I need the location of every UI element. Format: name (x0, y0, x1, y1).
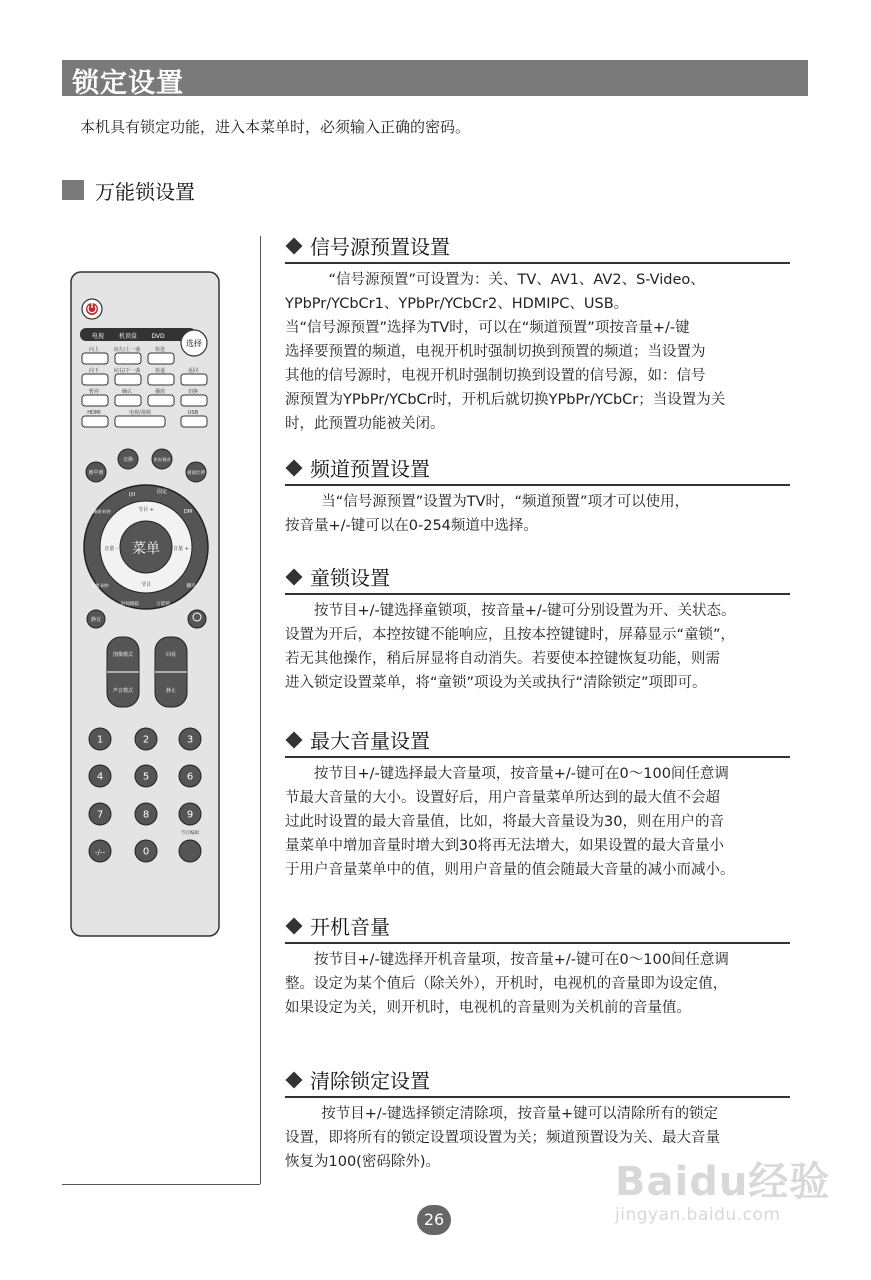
ring-top-1: I/II (128, 492, 136, 498)
row1-label-2: 向左/上一曲 (113, 347, 141, 353)
vol-down-label: 音量 - (104, 546, 118, 552)
section-heading: 最大音量设置 (310, 729, 430, 753)
ch-down-label: 节目 (140, 582, 152, 588)
page-number: 26 (417, 1205, 451, 1235)
ring-bottom-4: 翻页 (186, 584, 196, 589)
picture-mode-label: 图像模式 (112, 652, 134, 658)
body-line: 量菜单中增加音量时增大到30将再无法增大，如果设置的最大音量小 (285, 838, 724, 854)
digit-key-label: 1 (96, 734, 104, 746)
body-line: 于用户音量菜单中的值，则用户音量的值会随最大音量的减小而减小。 (285, 862, 735, 878)
body-line: 按节目+/-键选择最大音量项，按音量+/-键可在0～100间任意调 (314, 766, 729, 782)
body-line: 整。设定为某个值后（除关外），开机时，电视机的音量即为设定值， (285, 976, 728, 992)
ring-top-2: 固定 (156, 489, 168, 495)
digit-key-label: 9 (186, 809, 194, 821)
section-body (285, 948, 790, 1020)
body-line: 时，此预置功能被关闭。 (285, 416, 445, 432)
vol-up-label: 音量 + (173, 546, 189, 552)
diamond-bullet-icon (286, 460, 303, 477)
body-line: 按节目+/-键选择童锁项，按音量+/-键可分别设置为开、关状态。 (314, 603, 736, 619)
subheading: 万能锁设置 (95, 180, 195, 204)
ring-right-label: DM (183, 509, 193, 515)
section-power-on-volume (285, 914, 790, 1020)
row2-label-4: 返回 (187, 368, 199, 374)
body-line: 设置为开后，本控按键不能响应，且按本控键键时，屏幕显示“童锁”， (285, 627, 736, 643)
power-icon (82, 299, 102, 319)
body-line: 若无其他操作，稍后屏显将自动消失。若要使本控键恢复功能，则需 (285, 651, 720, 667)
body-line: 当“信号源预置”设置为TV时，“频道预置”项才可以使用， (321, 494, 690, 510)
recall-label: 回看 (165, 652, 177, 658)
row3-label-1: 暂停 (88, 389, 100, 395)
section-heading: 频道预置设置 (310, 457, 430, 481)
sound-mode-label: 声音模式 (112, 688, 134, 694)
mute-label: 静音 (90, 617, 102, 623)
digit-key-label: 2 (142, 734, 150, 746)
pip-label: 画中画 (88, 470, 104, 476)
diamond-bullet-icon (286, 238, 303, 255)
src-stb-label: 机顶盒 (118, 333, 138, 340)
still-label: 静止 (165, 688, 177, 694)
section-max-volume (285, 728, 790, 882)
section-heading: 开机音量 (310, 915, 390, 939)
section-body (285, 599, 790, 695)
row2-label-3: 快退 (154, 368, 166, 374)
select-label: 选择 (186, 339, 202, 348)
ch-edit-label: 节目编辑 (181, 831, 199, 836)
section-body (285, 762, 790, 882)
row1-label-3: 快进 (154, 347, 166, 353)
row4-label-1: HDMI (87, 410, 101, 416)
row1-label-1: 向上 (88, 347, 100, 353)
digit-key-label: 6 (186, 771, 194, 783)
diamond-bullet-icon (286, 569, 303, 586)
body-line: 按节目+/-键选择锁定清除项，按音量+键可以清除所有的锁定 (321, 1106, 719, 1122)
digit-key-label: -/-- (95, 848, 105, 857)
menu-label: 菜单 (132, 541, 160, 557)
diamond-bullet-icon (286, 1072, 303, 1089)
body-line: 节最大音量的大小。设置好后，用户音量菜单所达到的最大值不会超 (285, 790, 720, 806)
body-line: 其他的信号源时，电视开机时强制切换到设置的信号源，如：信号 (285, 368, 706, 384)
row3-label-2: 确认 (121, 389, 133, 395)
body-line: 设置，即将所有的锁定设置项设置为关；频道预置设为关、最大音量 (285, 1130, 720, 1146)
subheading-marker (62, 180, 84, 200)
column-divider (260, 236, 261, 1184)
body-line: 恢复为100(密码除外)。 (285, 1154, 440, 1170)
section-heading: 童锁设置 (310, 566, 390, 590)
src-dvd-label: DVD (151, 333, 165, 340)
body-line: 按音量+/-键可以在0-254频道中选择。 (285, 518, 538, 534)
section-channel-preset (285, 456, 790, 538)
body-line: 选择要预置的频道，电视开机时强制切换到预置的频道；当设置为 (285, 344, 706, 360)
exchange-label: 交换 (122, 457, 134, 463)
digit-key (179, 840, 201, 862)
sound-label: 伴音/静音 (153, 457, 171, 462)
row3-label-3: 播放 (154, 389, 166, 395)
body-line: 源预置为YPbPr/YCbCr时，开机后就切换YPbPr/YCbCr；当设置为关 (285, 392, 726, 408)
ring-left-label: 睡眠·时钟 (93, 509, 111, 514)
remote-control-illustration (70, 271, 222, 945)
baidu-watermark (615, 1150, 830, 1225)
section-child-lock (285, 565, 790, 695)
body-line: 当“信号源预置”选择为TV时，可以在“频道预置”项按音量+/-键 (285, 320, 690, 336)
digit-key-label: 8 (142, 809, 150, 821)
watermark-url: jingyan.baidu.com (615, 1205, 781, 1225)
row2-label-1: 向下 (88, 368, 100, 374)
src-tv-label: 电视 (91, 333, 105, 340)
diamond-bullet-icon (286, 732, 303, 749)
digit-key-label: 4 (96, 771, 104, 783)
ring-bottom-1: 设置·闹钟 (91, 583, 109, 588)
body-line: 按节目+/-键选择开机音量项，按音量+/-键可在0～100间任意调 (314, 952, 729, 968)
digit-key-label: 7 (96, 809, 104, 821)
row4-label-3: USB (187, 410, 199, 416)
section-source-preset (285, 234, 790, 436)
section-body (285, 490, 790, 538)
page-title: 锁定设置 (72, 68, 184, 99)
body-line: YPbPr/YCbCr1、YPbPr/YCbCr2、HDMIPC、USB。 (285, 296, 629, 312)
digit-key-label: 3 (186, 734, 194, 746)
body-line: “信号源预置”可设置为：关、TV、AV1、AV2、S-Video、 (328, 272, 705, 288)
intro-text: 本机具有锁定功能，进入本菜单时，必须输入正确的密码。 (80, 118, 471, 136)
section-heading: 信号源预置设置 (310, 235, 450, 259)
body-line: 如果设定为关，则开机时，电视机的音量则为关机前的音量值。 (285, 1000, 691, 1016)
row4-label-2: 电视/视频 (129, 410, 151, 416)
body-line: 过此时设置的最大音量值，比如，将最大音量设为30，则在用户的音 (285, 814, 724, 830)
row2-label-2: 向右/下一曲 (113, 368, 141, 374)
section-heading: 清除锁定设置 (310, 1069, 430, 1093)
digit-key-label: 0 (142, 846, 150, 858)
diamond-bullet-icon (286, 918, 303, 935)
section-body (285, 268, 790, 436)
body-line: 进入锁定设置菜单，将“童锁”项设为关或执行“清除锁定”项即可。 (285, 675, 707, 691)
ring-bottom-3: 万能锁 (156, 602, 170, 607)
watermark-brand: Baidu经验 (615, 1159, 831, 1205)
digit-key-label: 5 (142, 771, 150, 783)
aspect-label: 画面比例 (187, 471, 205, 476)
row3-label-4: 切换 (187, 389, 199, 395)
ch-up-label: 节目 + (138, 507, 154, 513)
bottom-rule (62, 1184, 260, 1185)
ring-bottom-2: 时间跟踪 (121, 602, 139, 607)
